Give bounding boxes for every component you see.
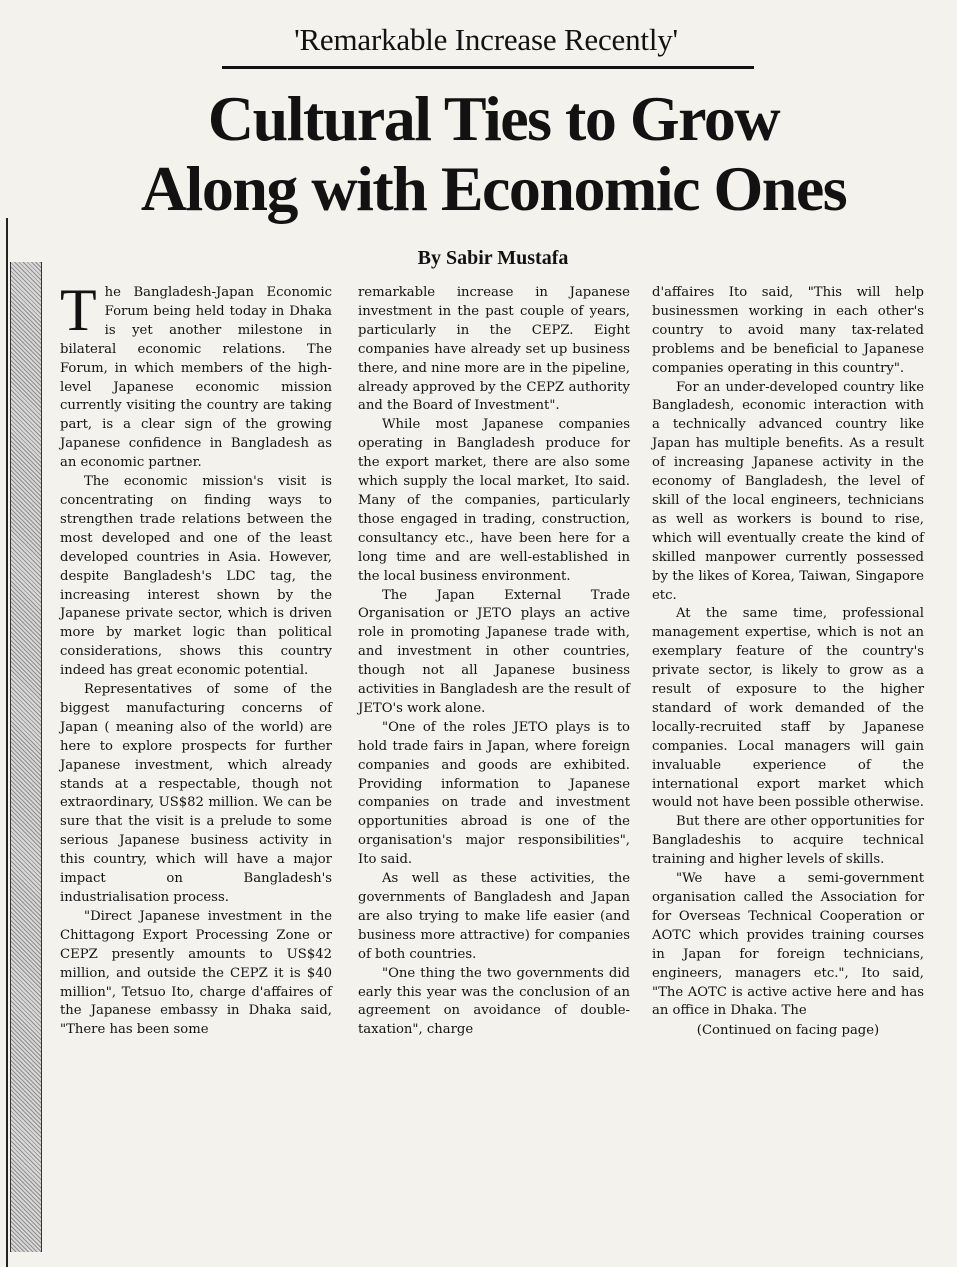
paragraph: The economic mission's visit is concentrating on finding ways to strengthen trade relations between the most developed and one of the least developed countries in Asia. However, despite Bangladesh's LDC tag, the increasing interest shown by the Japanese private sector, which is driven more by market logic than political considerations, shows this country indeed has great economic potential. — [60, 474, 332, 679]
article-column-2 — [358, 284, 630, 1040]
paragraph: At the same time, professional management expertise, which is not an exemplary feature of the country's private sector, is likely to grow as a result of exposure to the higher standard of work demanded of the locally-recruited staff by Japanese companies. Local managers will gain invaluable experience of the international export market which would not have been possible otherwise. — [652, 606, 924, 811]
drop-cap: T — [60, 277, 97, 343]
paragraph: "We have a semi-government organisation called the Association for for Overseas Technical Cooperation or AOTC which provides training courses in Japan for foreign technicians, engineers, managers etc.", Ito said, "The AOTC is active active here and has an office in Dhaka. The — [652, 871, 924, 1019]
paragraph: d'affaires Ito said, "This will help businessmen working in each other's country to avoid many tax-related problems and be beneficial to Japanese companies operating in this country". — [652, 285, 924, 376]
page-edge-frame — [0, 218, 8, 1267]
byline: By Sabir Mustafa — [417, 247, 569, 269]
kicker-headline: 'Remarkable Increase Recently' — [294, 22, 678, 57]
article-column-3 — [652, 284, 924, 1041]
continued-note: (Continued on facing page) — [696, 1023, 880, 1039]
paragraph-text: he Bangladesh-Japan Economic Forum being held today in Dhaka is yet another milestone in bilateral economic relations. The Forum, in which members of the high-level Japanese economic mission currently visiting the country are taking part, is a clear sign of the growing Japanese confidence in Bangladesh as an economic partner. — [60, 285, 332, 471]
paragraph: While most Japanese companies operating in Bangladesh produce for the export market, there are also some which supply the local market, Ito said. Many of the companies, particularly those engaged in trading, construction, consultancy etc., have been here for a long time and are well-established in the local business environment. — [358, 417, 630, 584]
paragraph: "One of the roles JETO plays is to hold trade fairs in Japan, where foreign companies and goods are exhibited. Providing information to Japanese companies on trade and investment opportunities abroad is one of the organisation's major responsibilities", Ito said. — [358, 719, 630, 868]
main-headline — [40, 84, 947, 224]
paragraph: "Direct Japanese investment in the Chittagong Export Processing Zone or CEPZ presently amounts to US$42 million, and outside the CEPZ it is $40 million", Tetsuo Ito, charge d'affaires of the Japanese embassy in Dhaka said, "There has been some — [60, 908, 332, 1038]
headline-line-1: Cultural Ties to Grow — [207, 83, 780, 154]
page-edge-hatch — [10, 262, 42, 1252]
paragraph: Representatives of some of the biggest manufacturing concerns of Japan ( meaning also of the world) are here to explore prospects for further Japanese investment, which already stands at a respectable, though not extraordinary, US$82 million. We can be sure that the visit is a prelude to some serious Japanese business activity in this country, which will have a major impact on Bangladesh's industrialisation process. — [60, 682, 332, 905]
paragraph: For an under-developed country like Bangladesh, economic interaction with a technically advanced country like Japan has multiple benefits. As a result of increasing Japanese activity in the economy of Bangladesh, the level of skill of the local engineers, technicians as well as workers is bound to rise, which will eventually create the kind of skilled manpower currently possessed by the likes of Korea, Taiwan, Singapore etc. — [652, 379, 924, 603]
paragraph: remarkable increase in Japanese investment in the past couple of years, particularly in the CEPZ. Eight companies have already set up business there, and nine more are in the pipeline, already approved by the CEPZ authority and the Board of Investment". — [358, 285, 630, 414]
paragraph — [60, 277, 332, 473]
paragraph: "One thing the two governments did early this year was the conclusion of an agreement on avoidance of double-taxation", charge — [358, 965, 630, 1038]
paragraph: But there are other opportunities for Bangladeshis to acquire technical training and higher levels of skills. — [652, 814, 924, 868]
article-column-1 — [60, 277, 332, 1040]
paragraph: As well as these activities, the governments of Bangladesh and Japan are also trying to make life easier (and business more attractive) for companies of both countries. — [358, 871, 630, 962]
headline-line-2: Along with Economic Ones — [140, 153, 847, 224]
paragraph: The Japan External Trade Organisation or JETO plays an active role in promoting Japanese trade with, and investment in other countries, though not all Japanese business activities in Bangladesh are the result of JETO's work alone. — [358, 587, 630, 716]
kicker-underline — [222, 66, 754, 69]
